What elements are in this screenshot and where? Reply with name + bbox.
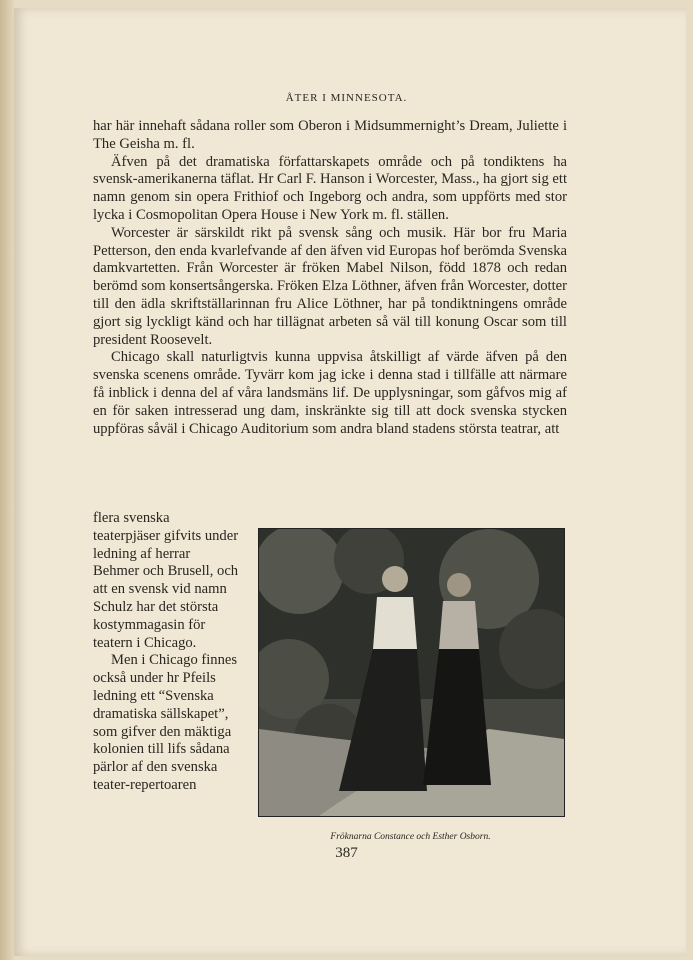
running-header: ÅTER I MINNESOTA. xyxy=(285,92,408,104)
paragraph-3: Worcester är särskildt rikt på svensk sång och musik. Här bor fru Maria Petterson, den enda kvarlefvande af den äfven vid Europas hof berömda Svenska damkvartetten. Från Worcester är fröken Mabel Nilson, född 1878 och redan berömd som konsertsångerska. Fröken Elza Löthner, äfven från Worcester, dotter till den ädla skriftställarinnan fru Alice Löthner, har på tondiktningens område gjort sig lyckligt känd och har tillägnat arbeten så väl till konung Oscar som till president Roosevelt. xyxy=(93,224,567,348)
page-number: 387 xyxy=(335,845,358,861)
photograph xyxy=(258,528,565,817)
paragraph-6: Men i Chicago finnes också under hr Pfeils ledning ett “Svenska dramatiska sällskapet”, som gifver den mäktiga kolonien till lifs sådana pärlor af den svenska teater-repertoaren xyxy=(93,652,238,793)
narrow-column-text xyxy=(93,510,239,795)
paragraph-4: Chicago skall naturligtvis kunna uppvisa åtskilligt af värde äfven på den svenska scenens område. Tyvärr kom jag icke i denna stad i tillfälle att närmare få inblick i denna del af våra landsmäns lif. De upplysningar, som gåfvos mig af en för saken intresserad ung dam, inskränkte sig till att dock svenska stycken uppföras såväl i Chicago Auditorium som andra bland stadens största teatrar, att xyxy=(93,349,567,437)
paragraph-2: Äfven på det dramatiska författarskapets område och på tondiktens ha svensk-amerikanerna täflat. Hr Carl F. Hanson i Worcester, Mass., ha gjort sig ett namn genom sin opera Frithiof och Ingeborg och andra, som uppförts med stor lycka i Cosmopolitan Opera House i New York m. fl. ställen. xyxy=(93,153,567,223)
book-spine xyxy=(0,0,14,960)
paragraph-5: flera svenska teaterpjäser gifvits under ledning af herrar Behmer och Brusell, och att en svensk vid namn Schulz har det största kostymmagasin för teatern i Chicago. xyxy=(93,510,239,651)
main-text xyxy=(93,118,567,438)
photo-caption: Fröknarna Constance och Esther Osborn. xyxy=(330,832,491,842)
paragraph-1: har här innehaft sådana roller som Oberon i Midsummernight’s Dream, Juliette i The Geisha m. fl. xyxy=(93,118,567,152)
photo-illustration xyxy=(259,529,564,816)
